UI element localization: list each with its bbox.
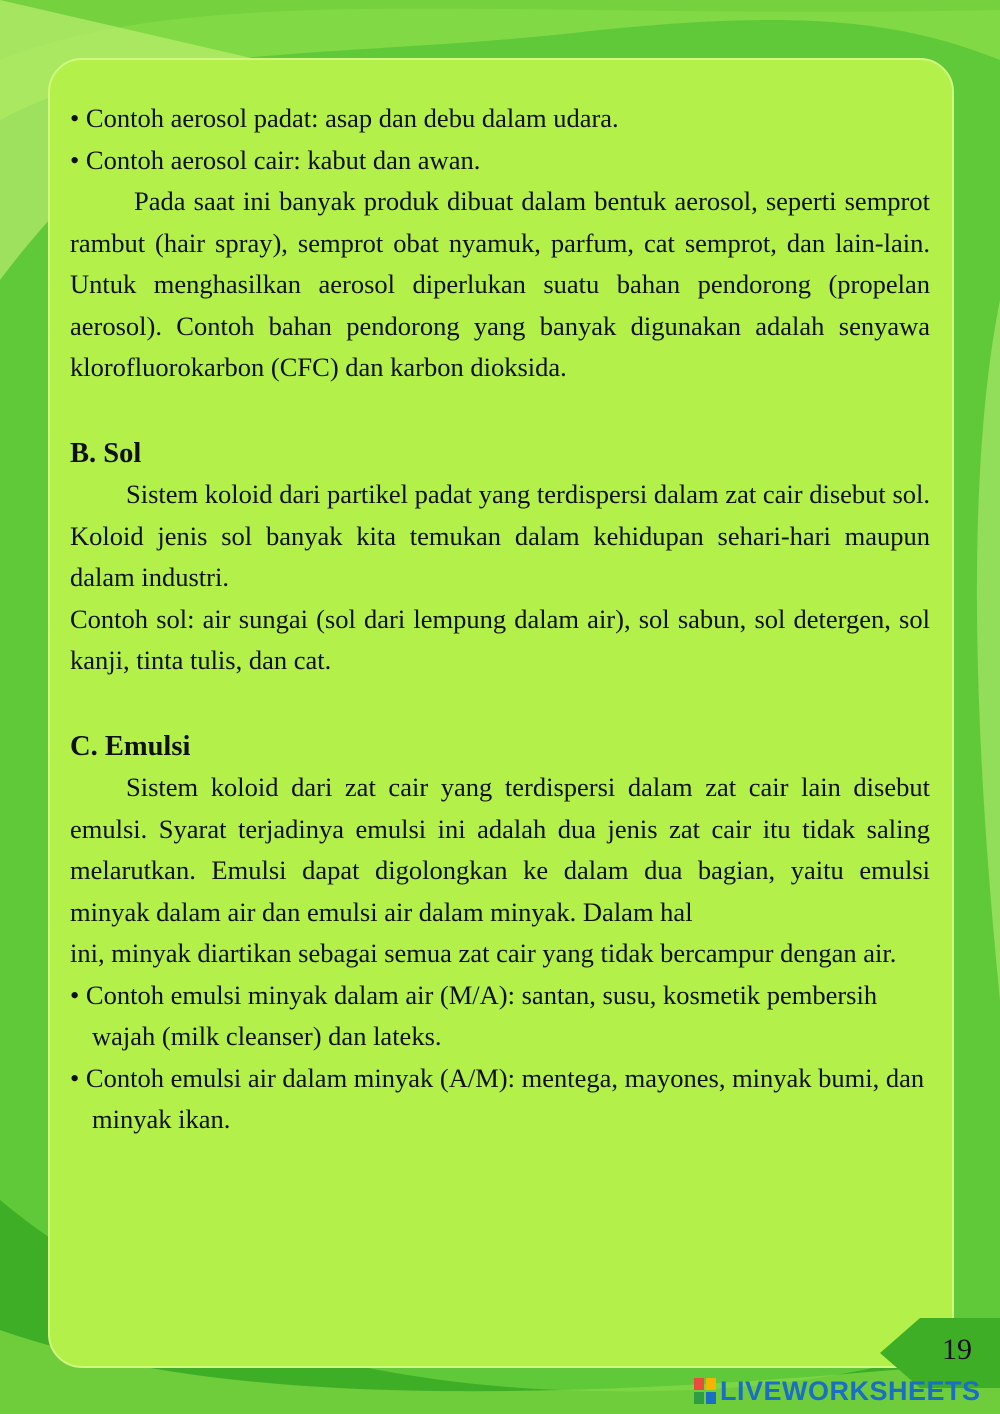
- aerosol-bullet-solid: • Contoh aerosol padat: asap dan debu dalam udara.: [70, 103, 619, 133]
- emulsi-paragraph-2: ini, minyak diartikan sebagai semua zat cair yang tidak bercampur dengan air.: [70, 938, 897, 968]
- sol-paragraph: Sistem koloid dari partikel padat yang terdispersi dalam zat cair disebut sol. Koloid jenis sol banyak kita temukan dalam kehidupan sehari-hari maupun dalam industri.: [70, 479, 930, 592]
- emulsi-paragraph-1: Sistem koloid dari zat cair yang terdispersi dalam zat cair lain disebut emulsi. Syarat terjadinya emulsi ini adalah dua jenis zat cair itu tidak saling melarutkan. Emulsi dapat digolongkan ke dalam dua bagian, yaitu emulsi minyak dalam air dan emulsi air dalam minyak. Dalam hal: [70, 772, 930, 927]
- section-heading-sol: B. Sol: [70, 437, 142, 469]
- aerosol-bullet-liquid: • Contoh aerosol cair: kabut dan awan.: [70, 144, 481, 175]
- liveworksheets-logo-icon: [694, 1378, 716, 1404]
- emulsi-bullet-ma: • Contoh emulsi minyak dalam air (M/A): santan, susu, kosmetik pembersih wajah (milk cleanser) dan lateks.: [70, 979, 878, 1051]
- emulsi-bullet-am: • Contoh emulsi air dalam minyak (A/M): mentega, mayones, minyak bumi, dan minyak ikan.: [70, 1062, 925, 1134]
- page-content: [70, 98, 930, 1141]
- spacer: [70, 389, 930, 433]
- aerosol-paragraph: Pada saat ini banyak produk dibuat dalam bentuk aerosol, seperti semprot rambut (hair spray), semprot obat nyamuk, parfum, cat semprot, dan lain-lain. Untuk menghasilkan aerosol diperlukan suatu bahan pendorong (propelan aerosol). Contoh bahan pendorong yang banyak digunakan adalah senyawa klorofluorokarbon (CFC) dan karbon dioksida.: [70, 186, 930, 382]
- liveworksheets-brand[interactable]: [694, 1374, 981, 1408]
- sol-example: Contoh sol: air sungai (sol dari lempung dalam air), sol sabun, sol detergen, sol kanji, tinta tulis, dan cat.: [70, 603, 930, 675]
- spacer: [70, 682, 930, 726]
- brand-text: LIVEWORKSHEETS: [720, 1375, 981, 1406]
- section-heading-emulsi: C. Emulsi: [70, 730, 191, 762]
- page-number: 19: [942, 1333, 972, 1366]
